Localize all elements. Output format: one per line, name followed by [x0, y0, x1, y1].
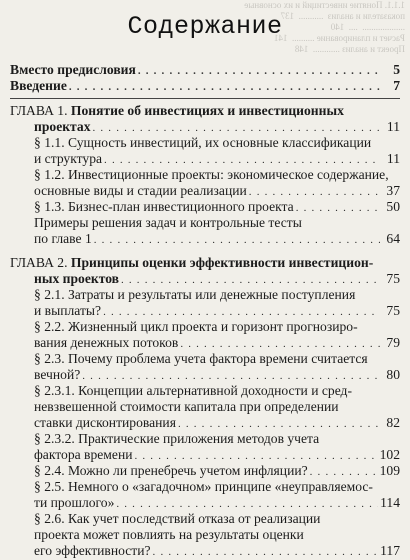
toc-section-2-4[interactable]: § 2.4. Можно ли пренебречь учетом инфляции? . . . 109: [10, 463, 400, 479]
toc-section-2-3[interactable]: § 2.3. Почему проблема учета фактора времени считается вечной? . . . 80: [10, 351, 400, 383]
page-title: Содержание: [127, 12, 283, 41]
bleed-through-text: 1.1.1. Понятие инвестиций и их основные показатели и анализ ........... 137 ................... .... 140 Расчет и планирование .......... 141 Проект и анализ ............ 148: [244, 0, 405, 54]
toc-section-1-2[interactable]: § 1.2. Инвестиционные проекты: экономическое содержание, основные виды и стадии реализации . . . 37: [10, 167, 400, 199]
toc-entry-intro[interactable]: Введение . . . 7: [10, 78, 400, 94]
toc-section-2-2[interactable]: § 2.2. Жизненный цикл проекта и горизонт прогнозиро- вания денежных потоков . . . 79: [10, 319, 400, 351]
toc-section-2-5[interactable]: § 2.5. Немного о «загадочном» принципе «неуправляемос- ти прошлого» . . . 114: [10, 479, 400, 511]
toc-section-1-1[interactable]: § 1.1. Сущность инвестиций, их основные классификации и структура . . . 11: [10, 135, 400, 167]
toc-chapter-2[interactable]: ГЛАВА 2. Принципы оценки эффективности инвестицион- ных проектов . . . 75: [10, 255, 400, 287]
toc-examples-ch1[interactable]: Примеры решения задач и контрольные тесты по главе 1 . . . 64: [10, 215, 400, 247]
toc-section-2-6[interactable]: § 2.6. Как учет последствий отказа от реализации проекта может повлиять на результаты оценки его эффективности? . . . 117: [10, 511, 400, 559]
toc-entry-preface[interactable]: Вместо предисловия . . . 5: [10, 62, 400, 78]
toc-section-1-3[interactable]: § 1.3. Бизнес-план инвестиционного проекта . . . 50: [10, 199, 400, 215]
table-of-contents: [10, 62, 400, 559]
toc-section-2-1[interactable]: § 2.1. Затраты и результаты или денежные поступления и выплаты? . . . 75: [10, 287, 400, 319]
toc-section-2-3-1[interactable]: § 2.3.1. Концепции альтернативной доходности и сред- невзвешенной стоимости капитала при определении ставки дисконтирования . . . 82: [10, 383, 400, 431]
divider: [10, 98, 400, 99]
toc-section-2-3-2[interactable]: § 2.3.2. Практические приложения методов учета фактора времени . . . 102: [10, 431, 400, 463]
toc-chapter-1[interactable]: ГЛАВА 1. Понятие об инвестициях и инвестиционных проектах . . . 11: [10, 103, 400, 135]
